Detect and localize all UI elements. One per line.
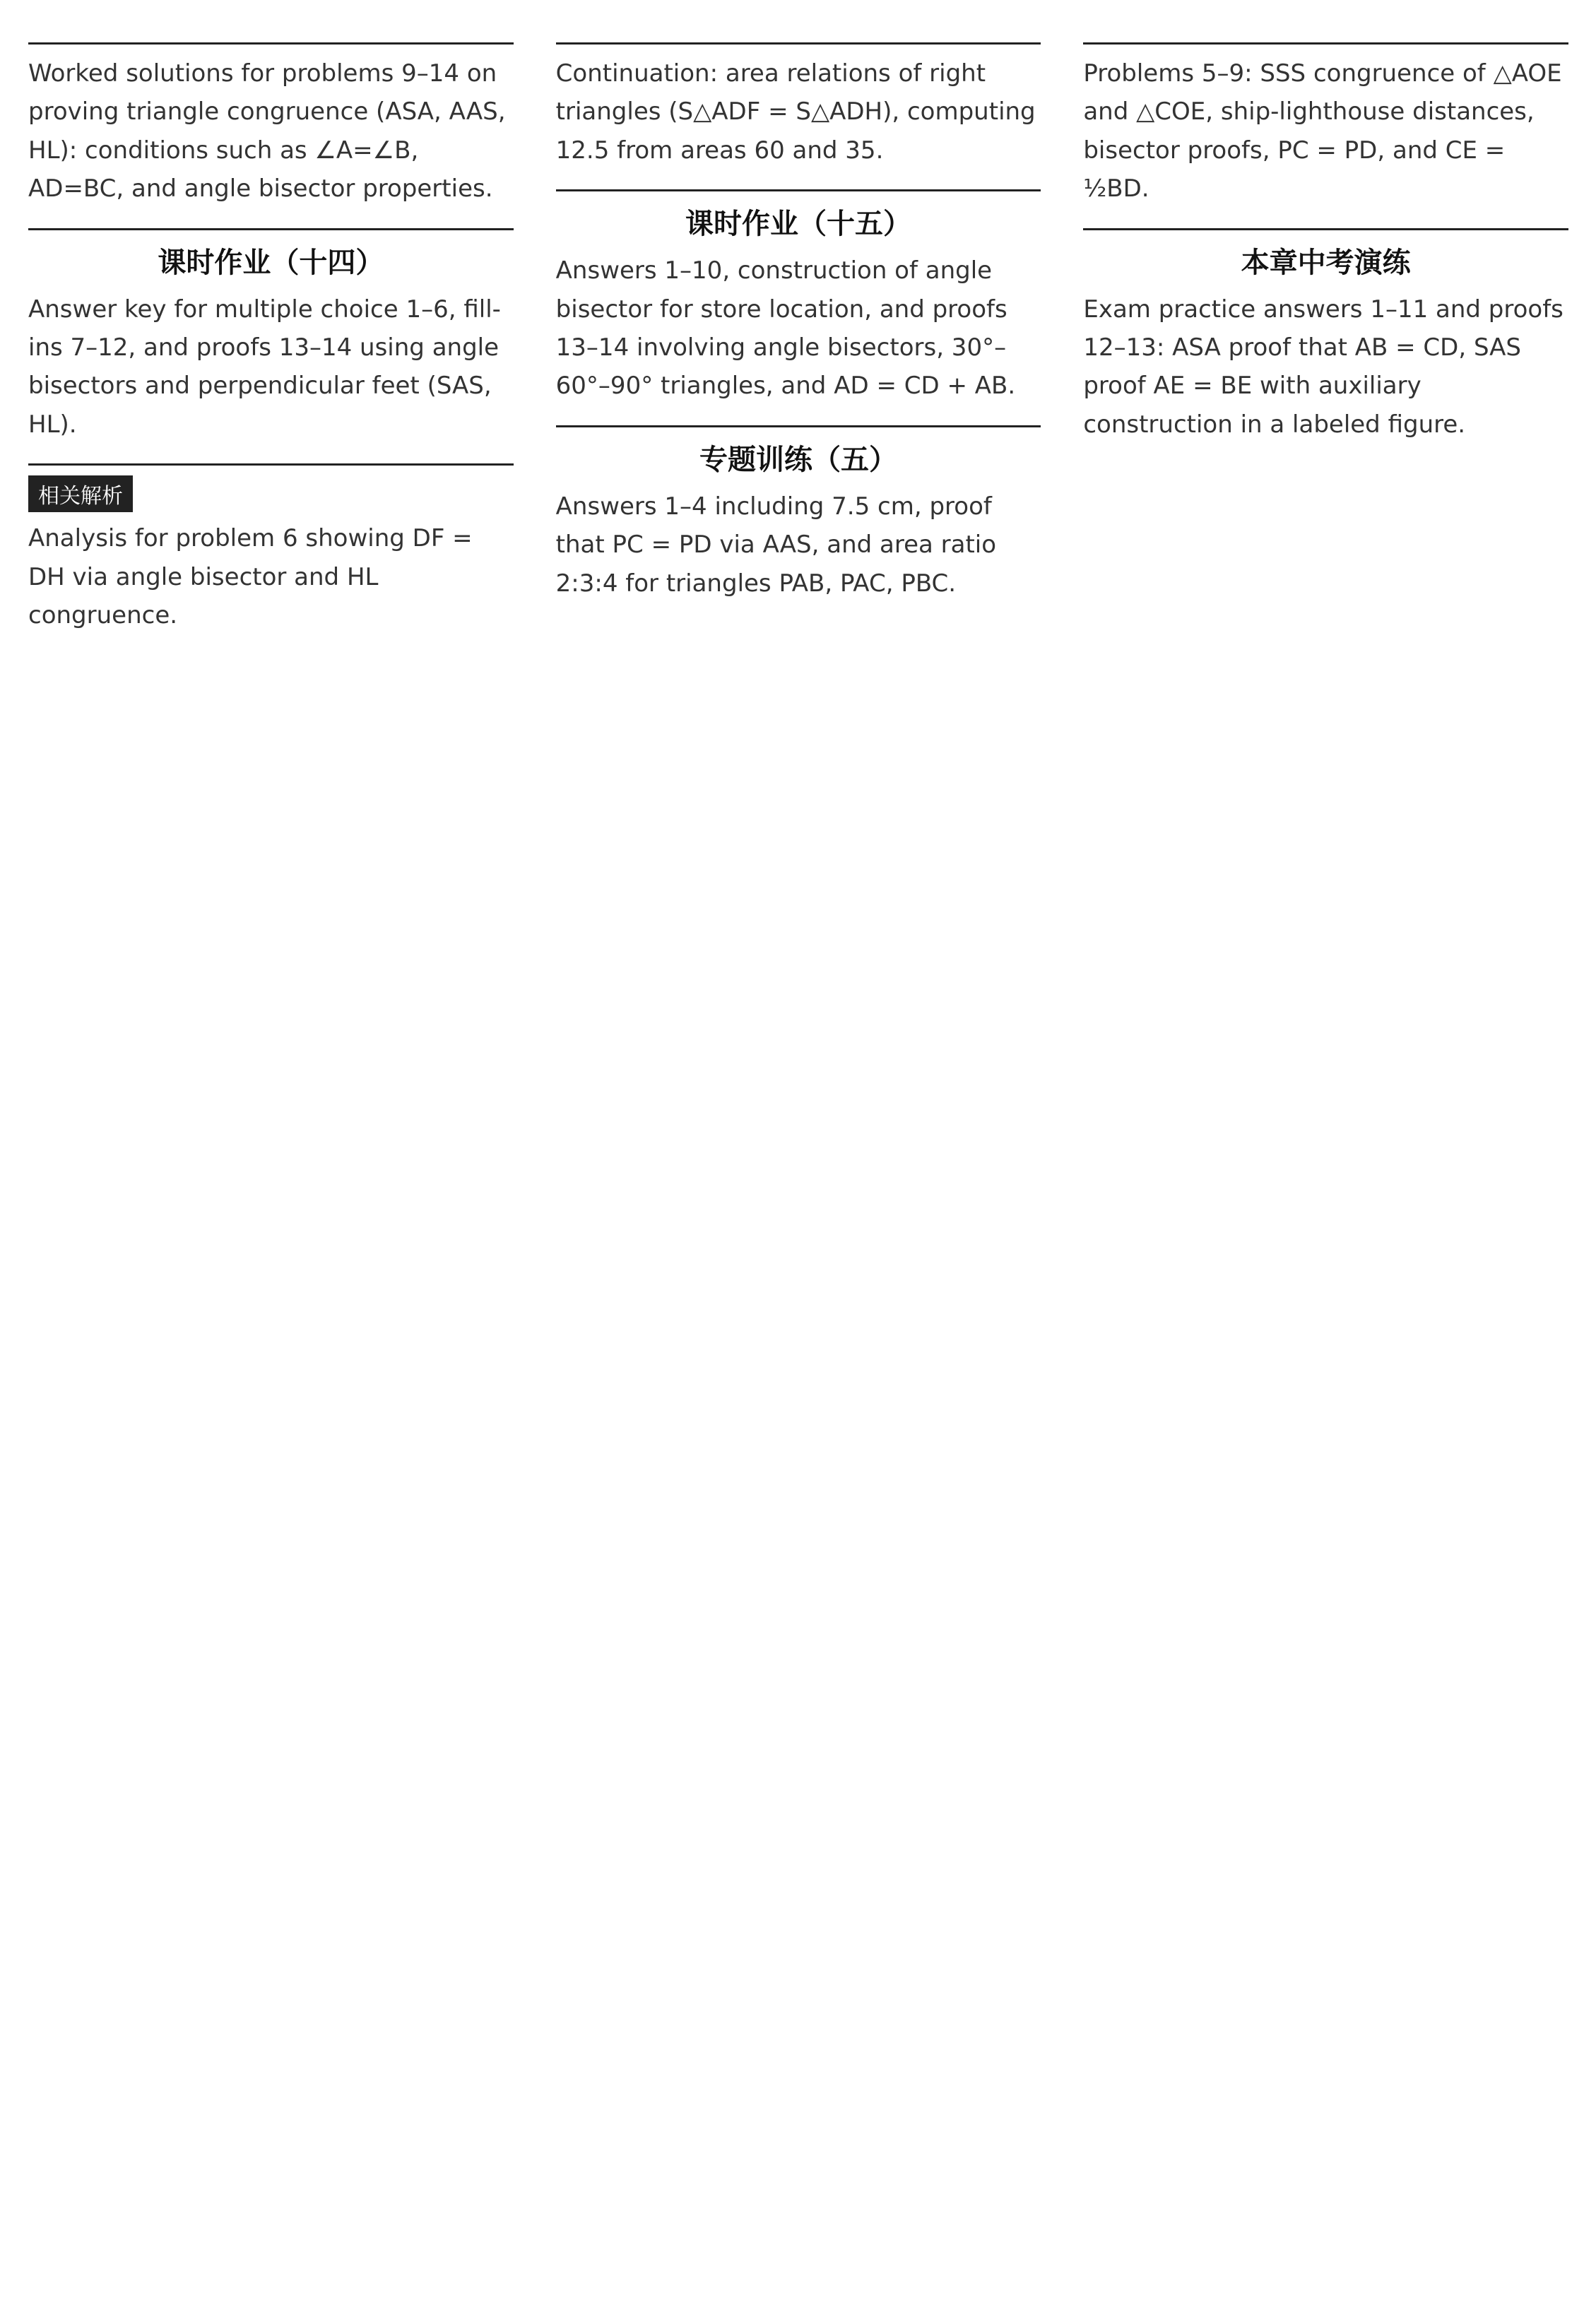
section-tag: 相关解析 bbox=[28, 475, 133, 512]
section-summary: Continuation: area relations of right triangles (S△ADF = S△ADH), computing 12.5 from areas 60 and 35. bbox=[555, 59, 1036, 165]
section-summary: Answer key for multiple choice 1–6, fill-ins 7–12, and proofs 13–14 using angle bisectors and perpendicular feet (SAS, HL). bbox=[28, 295, 501, 439]
section-block bbox=[556, 189, 1041, 405]
section-block bbox=[1083, 228, 1568, 444]
column-middle bbox=[556, 42, 1041, 2275]
section-block bbox=[28, 463, 514, 634]
section-title: 课时作业（十五） bbox=[685, 207, 911, 241]
section-block bbox=[556, 425, 1041, 603]
section-title: 课时作业（十四） bbox=[158, 245, 384, 279]
section-title: 专题训练（五） bbox=[699, 442, 897, 476]
section-block bbox=[1083, 42, 1568, 208]
section-block bbox=[28, 42, 514, 208]
section-block bbox=[556, 42, 1041, 170]
section-summary: Exam practice answers 1–11 and proofs 12–13: ASA proof that AB = CD, SAS proof AE = BE with auxiliary construction in a labeled figure. bbox=[1083, 295, 1564, 439]
section-summary: Problems 5–9: SSS congruence of △AOE and △COE, ship-lighthouse distances, bisector proofs, PC = PD, and CE = ½BD. bbox=[1083, 59, 1562, 203]
section-summary: Analysis for problem 6 showing DF = DH via angle bisector and HL congruence. bbox=[28, 524, 473, 629]
section-title: 本章中考演练 bbox=[1241, 245, 1411, 279]
section-summary: Answers 1–4 including 7.5 cm, proof that PC = PD via AAS, and area ratio 2:3:4 for triangles PAB, PAC, PBC. bbox=[555, 492, 997, 598]
column-right bbox=[1083, 42, 1568, 2275]
section-summary: Worked solutions for problems 9–14 on proving triangle congruence (ASA, AAS, HL): conditions such as ∠A=∠B, AD=BC, and angle bisector properties. bbox=[28, 59, 506, 203]
section-summary: Answers 1–10, construction of angle bisector for store location, and proofs 13–14 involving angle bisectors, 30°–60°–90° triangles, and AD = CD + AB. bbox=[555, 256, 1016, 401]
answer-page bbox=[28, 42, 1568, 2275]
section-block bbox=[28, 228, 514, 444]
column-left bbox=[28, 42, 514, 2275]
